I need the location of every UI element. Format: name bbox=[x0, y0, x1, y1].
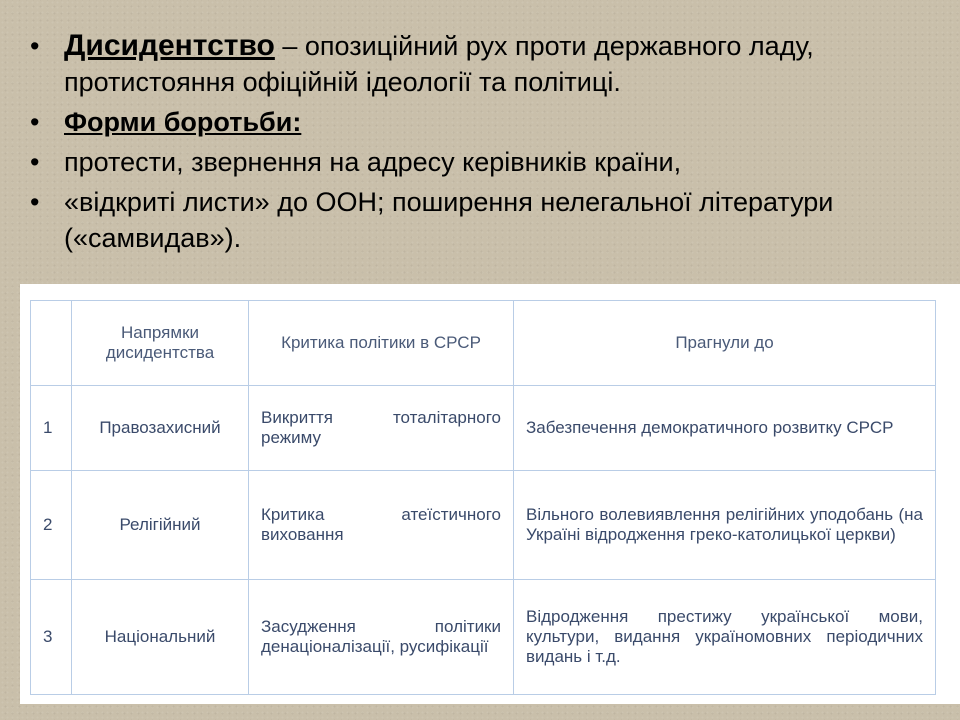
row-criticism: Засудження політики денаціоналізації, русифікації bbox=[249, 580, 514, 695]
header-num bbox=[31, 301, 72, 386]
definition-text: – опозиційний рух проти державного ладу, протистояння офіційній ідеології та політиці. bbox=[64, 31, 814, 97]
bullet-item-protests bbox=[28, 144, 928, 180]
bullet-icon: • bbox=[30, 147, 40, 177]
row-goals: Забезпечення демократичного розвитку СРСР bbox=[514, 386, 936, 471]
row-direction: Національний bbox=[72, 580, 249, 695]
letters-text: «відкриті листи» до ООН; поширення нелегальної літератури («самвидав»). bbox=[64, 187, 834, 253]
row-direction: Релігійний bbox=[72, 471, 249, 580]
header-direction: Напрямки дисидентства bbox=[72, 301, 249, 386]
dissidence-table bbox=[30, 300, 936, 695]
row-criticism: Критика атеїстичного виховання bbox=[249, 471, 514, 580]
row-criticism: Викриття тоталітарного режиму bbox=[249, 386, 514, 471]
bullet-icon: • bbox=[30, 107, 40, 137]
bullet-icon: • bbox=[30, 31, 40, 61]
bullet-icon: • bbox=[30, 187, 40, 217]
row-direction: Правозахисний bbox=[72, 386, 249, 471]
row-goals: Вільного волевиявлення релігійних уподобань (на Україні відродження греко-католицької церкви) bbox=[514, 471, 936, 580]
table-header-row bbox=[31, 301, 936, 386]
table-row bbox=[31, 580, 936, 695]
row-goals: Відродження престижу української мови, культури, видання україномовних періодичних видань і т.д. bbox=[514, 580, 936, 695]
row-num: 2 bbox=[31, 471, 72, 580]
term-dissidence: Дисидентство bbox=[64, 29, 275, 62]
forms-heading: Форми боротьби: bbox=[64, 107, 302, 137]
bullet-list bbox=[28, 28, 928, 260]
table-row bbox=[31, 471, 936, 580]
bullet-item-letters bbox=[28, 184, 928, 256]
table-row bbox=[31, 386, 936, 471]
bullet-item-forms bbox=[28, 104, 928, 140]
row-num: 3 bbox=[31, 580, 72, 695]
header-goals: Прагнули до bbox=[514, 301, 936, 386]
bullet-item-definition bbox=[28, 28, 928, 100]
table-image-panel bbox=[20, 284, 960, 704]
header-criticism: Критика політики в СРСР bbox=[249, 301, 514, 386]
row-num: 1 bbox=[31, 386, 72, 471]
protests-text: протести, звернення на адресу керівників країни, bbox=[64, 147, 682, 177]
